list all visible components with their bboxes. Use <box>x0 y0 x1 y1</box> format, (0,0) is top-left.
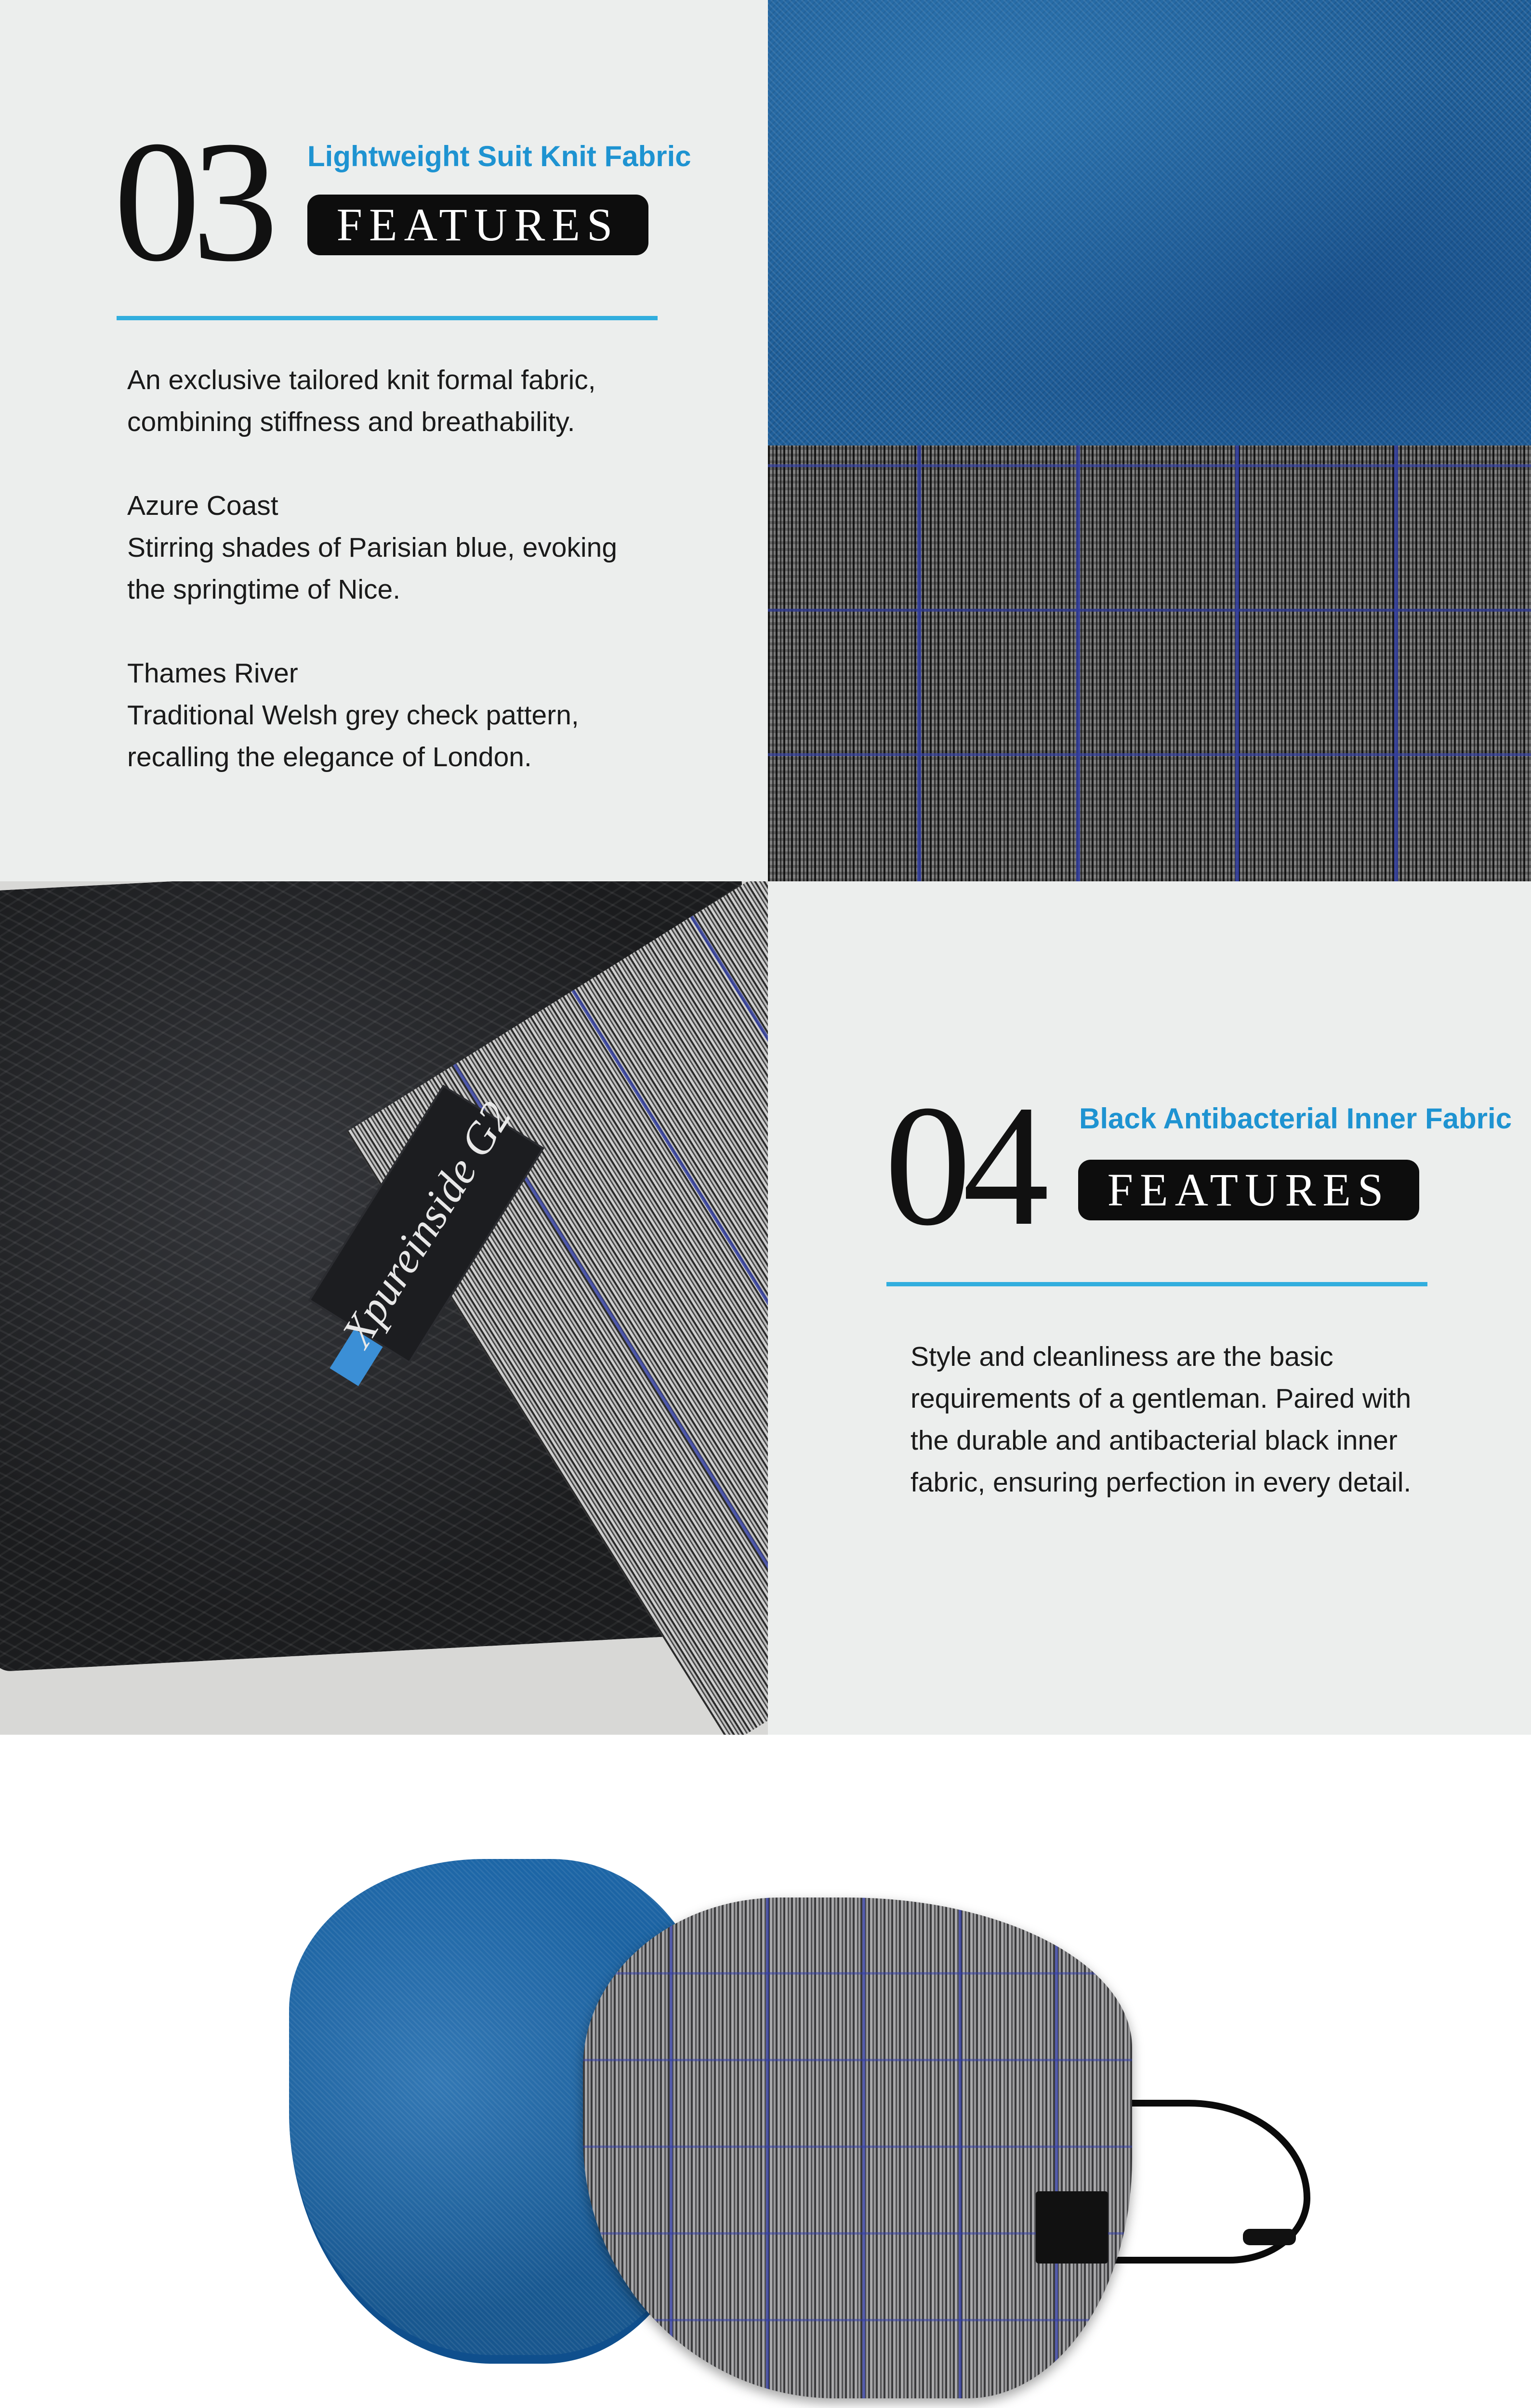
ear-loop-stopper <box>1243 2229 1296 2245</box>
section-04-text-panel <box>768 881 1531 1735</box>
thames-river-line-2: recalling the elegance of London. <box>127 742 532 772</box>
section-04-divider <box>886 1282 1427 1286</box>
thames-river-title: Thames River <box>127 658 298 689</box>
thames-river-fabric-swatch <box>768 445 1531 881</box>
section-04-features-badge: FEATURES <box>1078 1160 1419 1220</box>
section-04-line-1: Style and cleanliness are the basic <box>911 1341 1333 1372</box>
thames-river-mask-image <box>583 1898 1132 2398</box>
thames-river-line-1: Traditional Welsh grey check pattern, <box>127 700 579 731</box>
section-04-subtitle: Black Antibacterial Inner Fabric <box>1079 1102 1512 1135</box>
section-04-line-3: the durable and antibacterial black inner <box>911 1425 1398 1456</box>
azure-coast-title: Azure Coast <box>127 490 278 521</box>
mask-logo-patch <box>1036 2191 1108 2264</box>
section-03-number: 03 <box>114 105 270 297</box>
section-04-line-2: requirements of a gentleman. Paired with <box>911 1383 1412 1414</box>
section-03-divider <box>117 316 658 320</box>
azure-coast-line-1: Stirring shades of Parisian blue, evoking <box>127 532 618 563</box>
section-04-number: 04 <box>884 1069 1041 1261</box>
azure-coast-fabric-swatch <box>768 0 1531 445</box>
azure-coast-line-2: the springtime of Nice. <box>127 574 401 605</box>
section-03-subtitle: Lightweight Suit Knit Fabric <box>307 140 691 172</box>
section-04-description <box>911 1336 1411 1504</box>
section-03-features-badge: FEATURES <box>307 195 648 255</box>
intro-line-2: combining stiffness and breathability. <box>127 406 575 437</box>
section-04-line-4: fabric, ensuring perfection in every detail. <box>911 1467 1412 1498</box>
section-03-fabric-image <box>768 0 1531 881</box>
intro-line-1: An exclusive tailored knit formal fabric, <box>127 365 596 395</box>
brand-label-text: Xpureinside G2 <box>332 1093 521 1355</box>
section-03-description <box>127 359 617 778</box>
